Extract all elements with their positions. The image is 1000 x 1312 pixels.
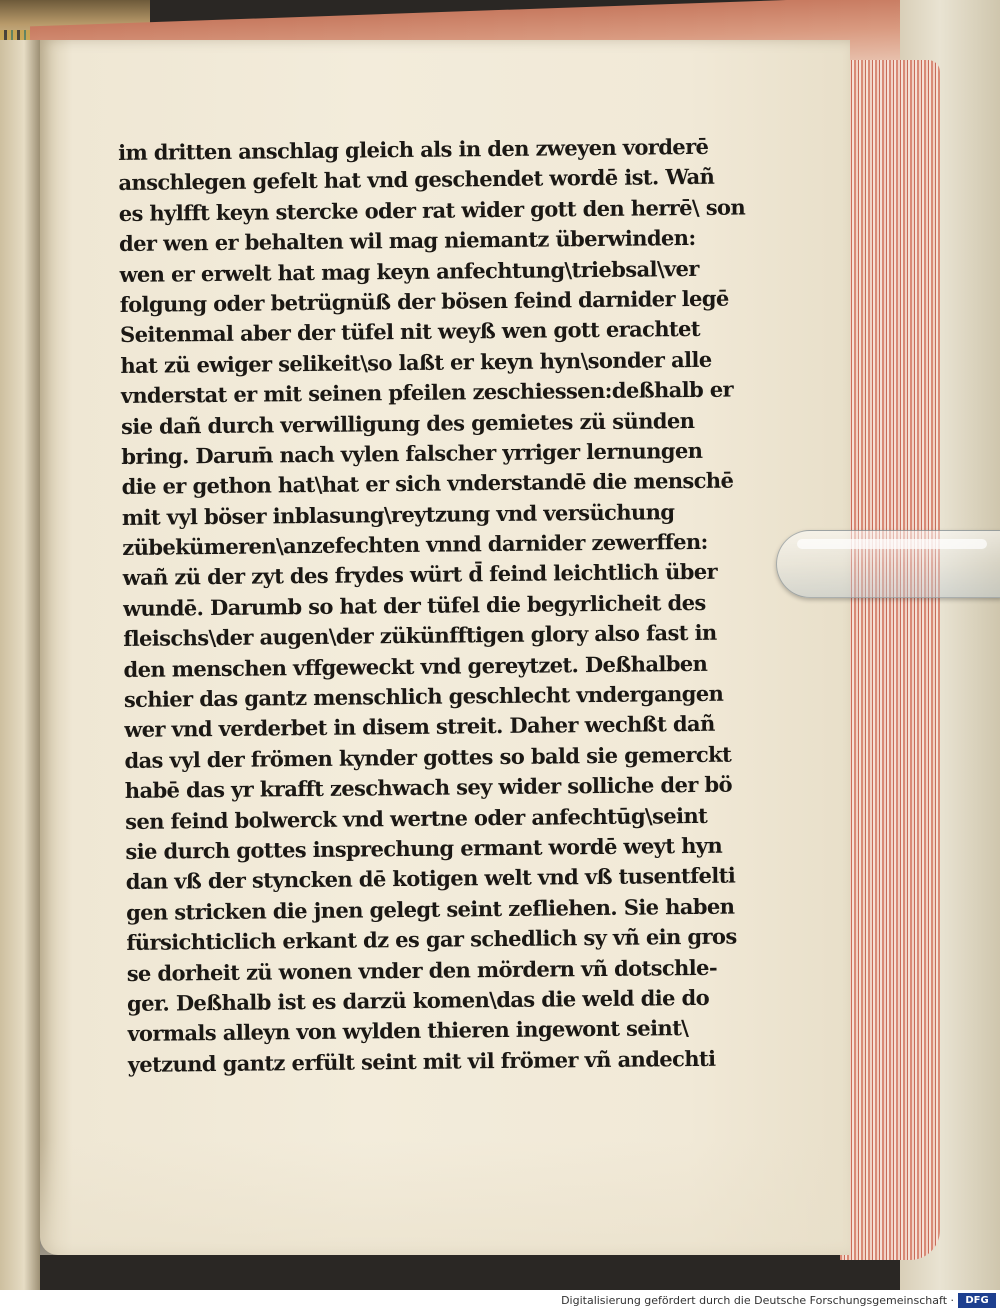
text-line: folgung oder betrügnüß der bösen feind darnider legē (119, 285, 729, 317)
text-line: es hylfft keyn stercke oder rat wider gott den herrē\ son (118, 194, 746, 226)
text-line: schier das gantz menschlich geschlecht vndergangen (123, 680, 724, 712)
text-line: im dritten anschlag gleich als in den zweyen vorderē (118, 133, 709, 165)
text-line: hat zü ewiger selikeit\so laßt er keyn hyn\sonder alle (120, 346, 712, 378)
text-line: zübekümeren\anzefechten vnnd darnider zewerffen: (122, 528, 708, 561)
text-line: Seitenmal aber der tüfel nit weyß wen gott erachtet (119, 316, 701, 348)
funding-credit: Digitalisierung gefördert durch die Deutsche Forschungsgemeinschaft · (561, 1294, 954, 1307)
text-line: sie dañ durch verwilligung des gemietes zü sünden (120, 407, 695, 439)
text-line: wen er erwelt hat mag keyn anfechtung\triebsal\ver (119, 255, 699, 287)
text-line: vnderstat er mit seinen pfeilen zeschiessen:deßhalb er (120, 376, 734, 409)
text-line: sen feind bolwerck vnd wertne oder anfechtūg\seint (125, 802, 708, 834)
text-line: den menschen vffgeweckt vnd gereytzet. Deßhalben (123, 650, 708, 682)
text-line: se dorheit zü wonen vnder den mördern vñ dotschle- (126, 954, 718, 986)
text-line: das vyl der frömen kynder gottes so bald sie gemerckt (124, 741, 732, 773)
text-line: die er gethon hat\hat er sich vnderstandē die menschē (121, 467, 734, 500)
text-line: fleischs\der augen\der zükünfftigen glory also fast in (123, 620, 717, 652)
dfg-logo-icon: DFG (958, 1293, 996, 1308)
text-line: vormals alleyn von wylden thieren ingewont seint\ (127, 1015, 689, 1047)
glass-page-holder (776, 530, 1000, 598)
text-line: mit vyl böser inblasung\reytzung vnd versüchung (121, 498, 675, 530)
footer-bar (0, 1290, 1000, 1312)
text-line: yetzund gantz erfült seint mit vil frömer vñ andechti (127, 1045, 716, 1077)
text-line: ger. Deßhalb ist es darzü komen\das die weld die do (126, 984, 710, 1016)
text-line: wañ zü der zyt des frydes würt d̄ feind leichtlich über (122, 559, 718, 591)
text-line: sie durch gottes insprechung ermant wordē weyt hyn (125, 832, 723, 864)
left-page-gutter (0, 40, 40, 1290)
text-line: fürsichticlich erkant dz es gar schedlich sy vñ ein gros (126, 923, 737, 956)
text-line: bring. Darum̄ nach vylen falscher yrriger lernungen (121, 437, 703, 469)
text-line: gen stricken die jnen gelegt seint zefliehen. Sie haben (125, 893, 735, 925)
text-line: habē das yr krafft zeschwach sey wider solliche der bö (124, 771, 733, 804)
fore-edge-pages (840, 60, 940, 1260)
text-line: dan vß der styncken dē kotigen welt vnd vß tusentfelti (125, 862, 736, 895)
page-text-block (118, 131, 760, 1080)
text-line: wundē. Darumb so hat der tüfel die begyrlicheit des (122, 589, 706, 621)
text-line: wer vnd verderbet in disem streit. Daher wechßt dañ (124, 711, 715, 743)
text-line: der wen er behalten wil mag niemantz überwinden: (118, 225, 696, 257)
text-line: anschlegen gefelt hat vnd geschendet wordē ist. Wañ (118, 164, 715, 196)
glass-holder-shine (797, 539, 987, 549)
page-shading (40, 1140, 850, 1255)
